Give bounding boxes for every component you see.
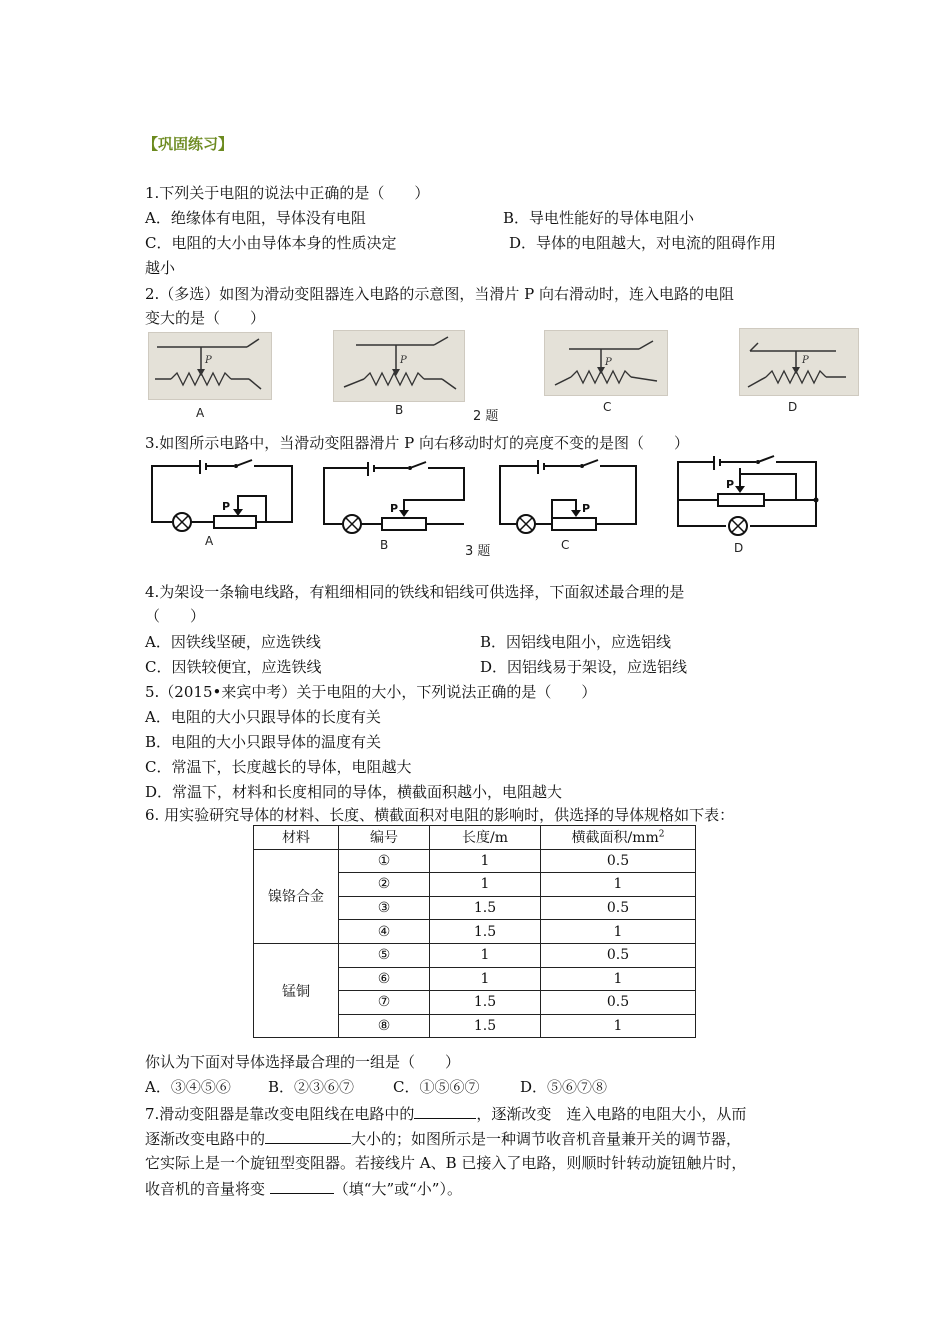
slider-label: P (605, 357, 612, 368)
q6-option-c: C．①⑤⑥⑦ (393, 1078, 480, 1096)
blank-1[interactable] (414, 1103, 476, 1119)
q5-stem: 5.（2015•来宾中考）关于电阻的大小，下列说法正确的是（ ） (145, 683, 597, 701)
q1-option-d-cont: 越小 (145, 259, 176, 277)
table-header-row (254, 826, 696, 850)
rheostat-diagram-d (740, 329, 858, 395)
q7-line2-part2: 大小的；如图所示是一种调节收音机音量兼开关的调节器， (351, 1130, 742, 1148)
row-number: ④ (339, 920, 430, 944)
slider-label: P (400, 355, 407, 366)
q3-figure-a-label: A (205, 534, 214, 548)
conductor-spec-table (253, 825, 696, 1038)
q2-figure-a (148, 332, 272, 400)
table-row (254, 943, 696, 967)
slider-label: P (726, 478, 735, 491)
q6-ask: 你认为下面对导体选择最合理的一组是（ ） (145, 1053, 461, 1071)
row-area: 0.5 (541, 896, 696, 920)
slider-label: P (802, 355, 809, 366)
rheostat-diagram-b (334, 331, 464, 401)
slider-label: P (205, 355, 212, 366)
row-length: 1.5 (430, 896, 541, 920)
section-heading: 【巩固练习】 (143, 135, 234, 153)
q5-option-a: A．电阻的大小只跟导体的长度有关 (145, 708, 381, 726)
header-length: 长度/m (430, 826, 541, 850)
row-length: 1.5 (430, 920, 541, 944)
row-area: 1 (541, 967, 696, 991)
q5-option-d: D．常温下，材料和长度相同的导体，横截面积越小，电阻越大 (145, 783, 563, 801)
q4-stem-line1: 4.为架设一条输电线路，有粗细相同的铁线和铝线可供选择，下面叙述最合理的是 (145, 583, 685, 601)
rheostat-icon (214, 516, 256, 528)
q7-line1 (145, 1103, 746, 1124)
q6-stem: 6. 用实验研究导体的材料、长度、横截面积对电阻的影响时，供选择的导体规格如下表： (145, 806, 735, 824)
row-number: ① (339, 849, 430, 873)
q6-option-a: A．③④⑤⑥ (145, 1078, 231, 1096)
q6-option-b: B．②③⑥⑦ (268, 1078, 355, 1096)
q4-option-a: A．因铁线坚硬，应选铁线 (145, 633, 321, 651)
q3-circuit-b (320, 458, 468, 548)
q7-line4-part2: （填“大”或“小”）。 (333, 1180, 462, 1198)
q5-option-b: B．电阻的大小只跟导体的温度有关 (145, 733, 382, 751)
rheostat-diagram-a (149, 333, 271, 399)
q2-figure-a-label: A (196, 406, 205, 420)
q3-stem: 3.如图所示电路中，当滑动变阻器滑片 P 向右移动时灯的亮度不变的是图（ ） (145, 434, 689, 452)
q2-stem-line2: 变大的是（ ） (145, 309, 266, 327)
table-row (254, 849, 696, 873)
material-group-1: 镍铬合金 (254, 849, 339, 943)
row-area: 0.5 (541, 943, 696, 967)
q3-figure-caption: 3 题 (465, 544, 491, 559)
slider-label: P (582, 502, 591, 515)
row-length: 1 (430, 943, 541, 967)
q2-figure-b (333, 330, 465, 402)
row-number: ⑧ (339, 1014, 430, 1038)
q7-line1-part2: ，逐渐改变 连入电路的电阻大小，从而 (476, 1105, 747, 1123)
row-area: 1 (541, 920, 696, 944)
row-area: 1 (541, 873, 696, 897)
q2-stem-line1: 2.（多选）如图为滑动变阻器连入电路的示意图，当滑片 P 向右滑动时，连入电路的电阻 (145, 285, 734, 303)
q1-option-d: D．导体的电阻越大，对电流的阻碍作用 (509, 234, 777, 252)
row-area: 0.5 (541, 991, 696, 1015)
q2-figure-d (739, 328, 859, 396)
row-length: 1.5 (430, 1014, 541, 1038)
q7-line1-part1: 7.滑动变阻器是靠改变电阻线在电路中的 (145, 1105, 415, 1123)
row-number: ⑦ (339, 991, 430, 1015)
q7-line3: 它实际上是一个旋钮型变阻器。若接线片 A、B 已接入了电路，则顺时针转动旋钮触片时， (145, 1154, 747, 1172)
q3-figure-d-label: D (734, 541, 744, 555)
q2-figure-caption: 2 题 (473, 409, 499, 424)
q3-circuit-d (674, 452, 824, 552)
q4-stem-line2: （ ） (145, 607, 206, 625)
q3-figure-c-label: C (561, 538, 570, 552)
q3-circuit-c (496, 458, 642, 548)
q2-figure-d-label: D (788, 400, 798, 414)
blank-2[interactable] (265, 1128, 351, 1144)
q2-figure-c-label: C (603, 400, 612, 414)
q7-line2 (145, 1128, 741, 1149)
q4-option-d: D．因铝线易于架设，应选铝线 (480, 658, 688, 676)
q2-figure-b-label: B (395, 403, 404, 417)
row-length: 1.5 (430, 991, 541, 1015)
header-number: 编号 (339, 826, 430, 850)
q1-stem: 1.下列关于电阻的说法中正确的是（ ） (145, 184, 430, 202)
row-length: 1 (430, 967, 541, 991)
row-number: ② (339, 873, 430, 897)
row-length: 1 (430, 849, 541, 873)
q4-option-c: C．因铁较便宜，应选铁线 (145, 658, 322, 676)
q3-figure-b-label: B (380, 538, 389, 552)
material-group-2: 锰铜 (254, 943, 339, 1037)
header-area: 横截面积$/mm^2$ (541, 826, 696, 850)
row-length: 1 (430, 873, 541, 897)
row-number: ⑤ (339, 943, 430, 967)
row-number: ⑥ (339, 967, 430, 991)
q3-circuit-a (148, 458, 296, 548)
q7-line4-part1: 收音机的音量将变 (145, 1180, 270, 1198)
blank-3[interactable] (270, 1178, 334, 1194)
slider-label: P (222, 500, 231, 513)
row-number: ③ (339, 896, 430, 920)
q6-option-d: D．⑤⑥⑦⑧ (520, 1078, 608, 1096)
q2-figure-c (544, 330, 668, 396)
q7-line2-part1: 逐渐改变电路中的 (145, 1130, 266, 1148)
slider-label: P (390, 502, 399, 515)
rheostat-diagram-c (545, 331, 667, 395)
q1-option-a: A．绝缘体有电阻，导体没有电阻 (145, 209, 366, 227)
q5-option-c: C．常温下，长度越长的导体，电阻越大 (145, 758, 412, 776)
q7-line4 (145, 1178, 462, 1199)
row-area: 1 (541, 1014, 696, 1038)
q1-option-b: B．导电性能好的导体电阻小 (503, 209, 695, 227)
q4-option-b: B．因铝线电阻小，应选铝线 (480, 633, 672, 651)
row-area: 0.5 (541, 849, 696, 873)
header-material: 材料 (254, 826, 339, 850)
q1-option-c: C．电阻的大小由导体本身的性质决定 (145, 234, 397, 252)
